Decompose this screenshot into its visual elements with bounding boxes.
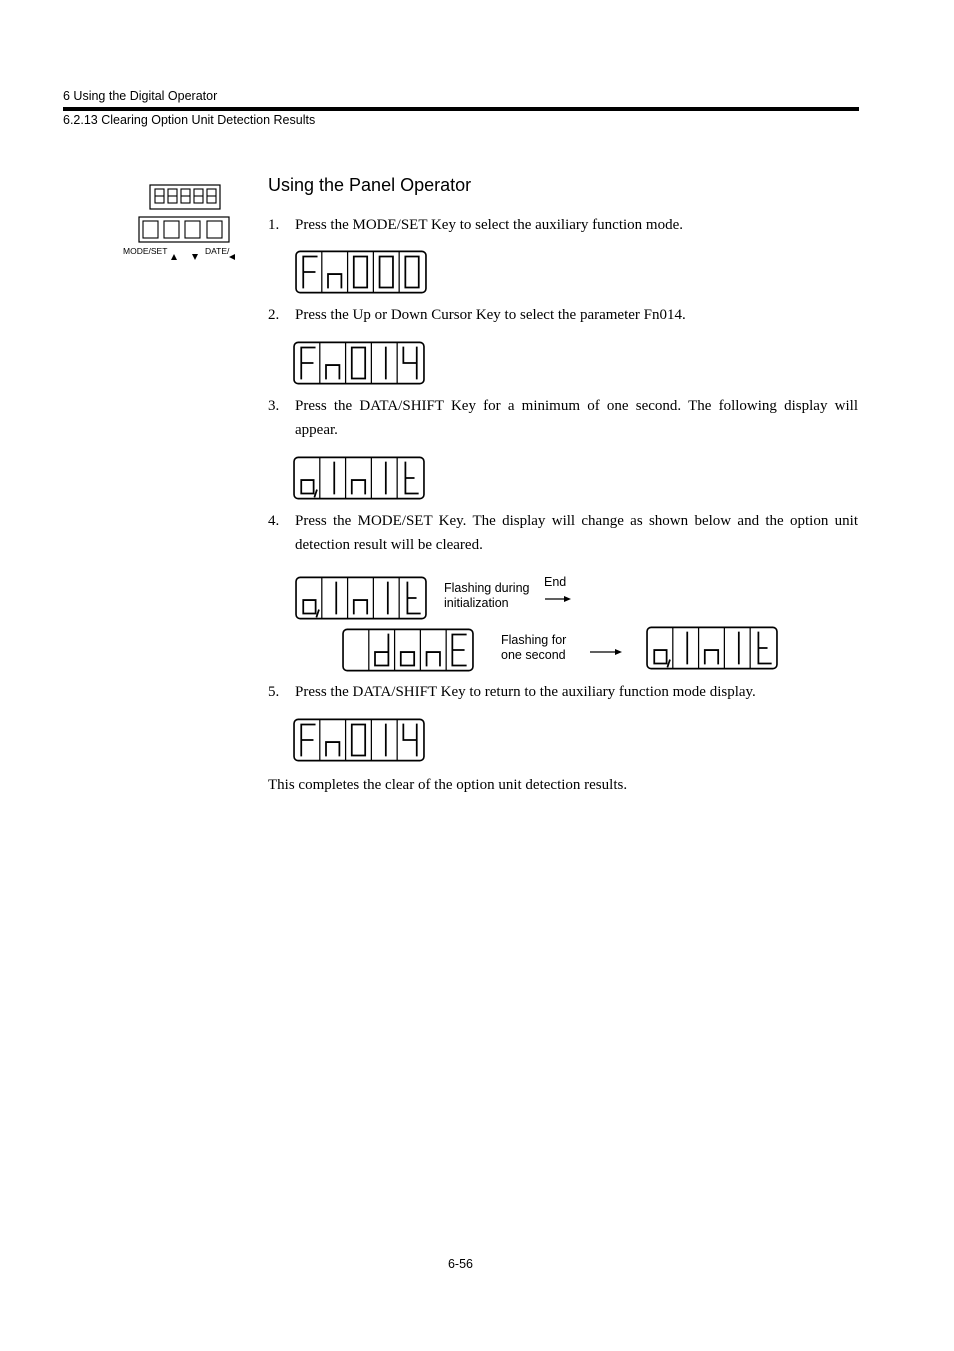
note-flashing-one-second: Flashing for one second: [501, 633, 567, 662]
step-5: 5. Press the DATA/SHIFT Key to return to the auxiliary function mode display.: [268, 684, 756, 700]
step-1: 1. Press the MODE/SET Key to select the auxiliary function mode.: [268, 217, 683, 233]
note-end: End: [544, 575, 567, 589]
triangle-down-icon: [192, 247, 198, 265]
page-number: 6-56: [447, 1257, 474, 1271]
triangle-up-icon: [171, 247, 177, 265]
mode-set-label: MODE/SET: [123, 246, 168, 256]
step-4: 4. Press the MODE/SET Key. The display will change as shown below and the option unit detection result will be cleared.: [268, 513, 858, 553]
display-o-init-flashing: [295, 576, 427, 620]
chapter-header: 6 Using the Digital Operator: [63, 89, 218, 103]
display-o-init: [293, 456, 425, 500]
display-o-init-final: [646, 626, 778, 670]
closing-text: This completes the clear of the option unit detection results.: [268, 777, 628, 793]
arrow-right-icon: [590, 644, 622, 662]
note-flashing-init: Flashing during initialization: [444, 581, 530, 610]
section-title: Using the Panel Operator: [268, 175, 472, 195]
display-fn000: [295, 250, 427, 294]
header-rule: [63, 107, 859, 111]
step-2: 2. Press the Up or Down Cursor Key to select the parameter Fn014.: [268, 307, 686, 323]
section-header: 6.2.13 Clearing Option Unit Detection Results: [63, 113, 316, 127]
step-3: 3. Press the DATA/SHIFT Key for a minimum of one second. The following display will appear.: [268, 398, 858, 438]
triangle-left-icon: [229, 247, 235, 265]
display-fn014: [293, 341, 425, 385]
display-fn014-return: [293, 718, 425, 762]
display-done: [342, 628, 474, 672]
arrow-right-icon: [545, 591, 571, 609]
data-shift-label: DATE/: [205, 246, 230, 256]
